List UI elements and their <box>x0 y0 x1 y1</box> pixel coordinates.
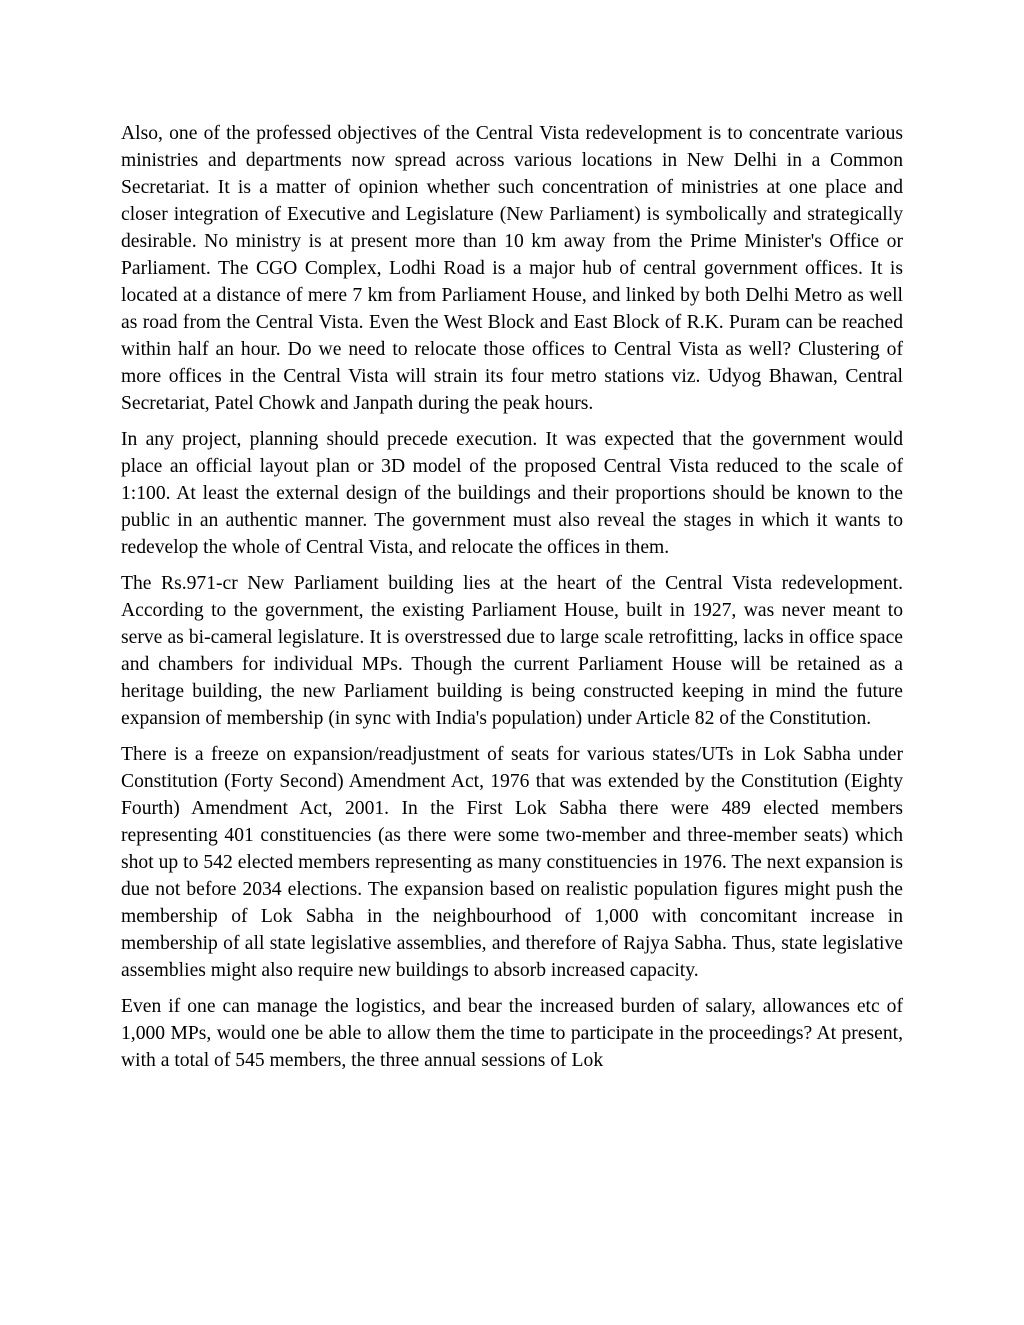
paragraph-lok-sabha-seats-freeze: There is a freeze on expansion/readjustment of seats for various states/UTs in Lok Sabha under Constitution (Forty Second) Amendment Act, 1976 that was extended by the Constitution (Eighty Fourth) Amendment Act, 2001. In the First Lok Sabha there were 489 elected members representing 401 constituencies (as there were some two-member and three-member seats) which shot up to 542 elected members representing as many constituencies in 1976. The next expansion is due not before 2034 elections. The expansion based on realistic population figures might push the membership of Lok Sabha in the neighbourhood of 1,000 with concomitant increase in membership of all state legislative assemblies, and therefore of Rajya Sabha. Thus, state legislative assemblies might also require new buildings to absorb increased capacity. <box>121 744 903 981</box>
paragraph-planning-execution: In any project, planning should precede execution. It was expected that the government would place an official layout plan or 3D model of the proposed Central Vista reduced to the scale of 1:100. At least the external design of the buildings and their proportions should be known to the public in an authentic manner. The government must also reveal the stages in which it wants to redevelop the whole of Central Vista, and relocate the offices in them. <box>121 429 903 558</box>
paragraph-central-vista-ministries: Also, one of the professed objectives of the Central Vista redevelopment is to concentrate various ministries and departments now spread across various locations in New Delhi in a Common Secretariat. It is a matter of opinion whether such concentration of ministries at one place and closer integration of Executive and Legislature (New Parliament) is symbolically and strategically desirable. No ministry is at present more than 10 km away from the Prime Minister's Office or Parliament. The CGO Complex, Lodhi Road is a major hub of central government offices. It is located at a distance of mere 7 km from Parliament House, and linked by both Delhi Metro as well as road from the Central Vista. Even the West Block and East Block of R.K. Puram can be reached within half an hour. Do we need to relocate those offices to Central Vista as well? Clustering of more offices in the Central Vista will strain its four metro stations viz. Udyog Bhawan, Central Secretariat, Patel Chowk and Janpath during the peak hours. <box>121 123 903 414</box>
paragraph-new-parliament-building: The Rs.971-cr New Parliament building lies at the heart of the Central Vista redevelopment. According to the government, the existing Parliament House, built in 1927, was never meant to serve as bi-cameral legislature. It is overstressed due to large scale retrofitting, lacks in office space and chambers for individual MPs. Though the current Parliament House will be retained as a heritage building, the new Parliament building is being constructed keeping in mind the future expansion of membership (in sync with India's population) under Article 82 of the Constitution. <box>121 573 903 729</box>
paragraph-mps-logistics: Even if one can manage the logistics, and bear the increased burden of salary, allowances etc of 1,000 MPs, would one be able to allow them the time to participate in the proceedings? At present, with a total of 545 members, the three annual sessions of Lok <box>121 996 903 1071</box>
document-page <box>121 120 903 1083</box>
